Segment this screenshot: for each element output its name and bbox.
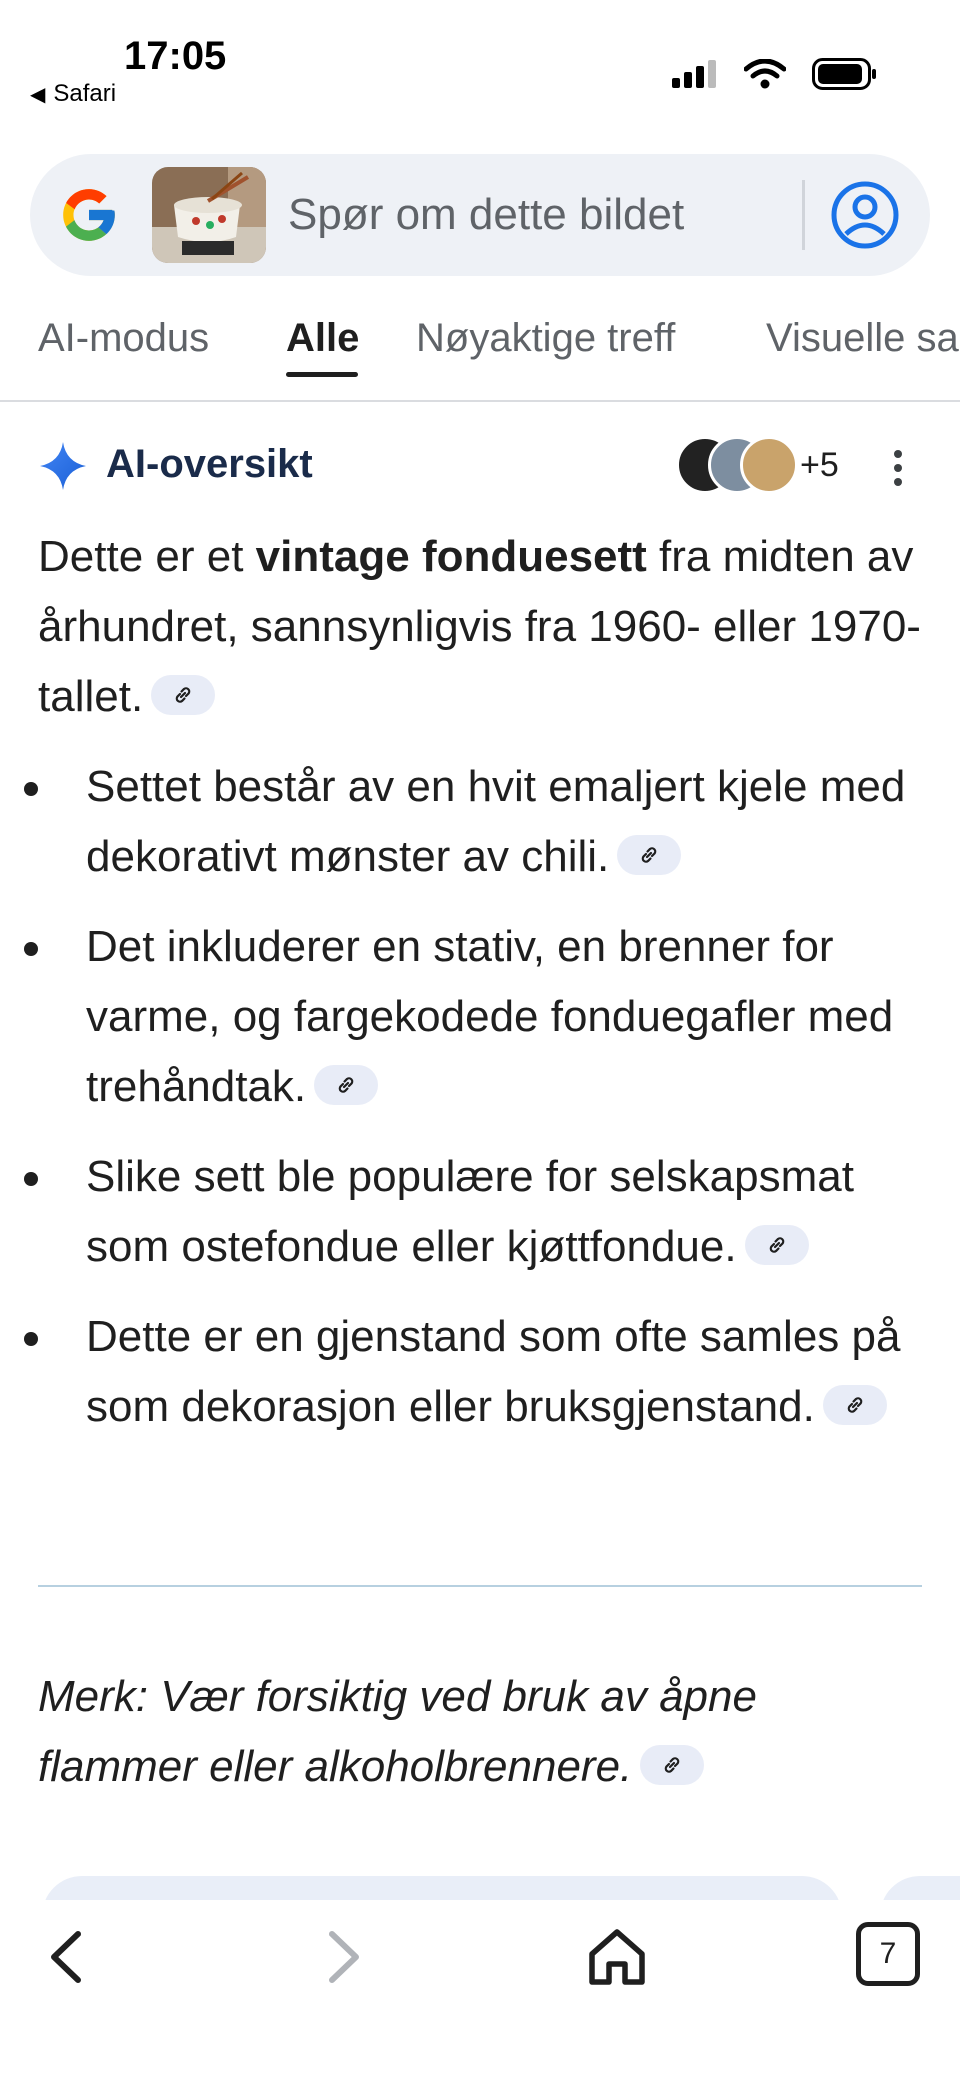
list-item — [38, 1302, 928, 1442]
ai-overview-title: AI-oversikt — [106, 442, 313, 486]
back-triangle-icon: ◀ — [30, 83, 46, 106]
bullet-text: Settet består av en hvit emaljert kjele med dekorativt mønster av chili. — [86, 762, 906, 881]
note-paragraph — [38, 1662, 928, 1802]
search-bar[interactable] — [30, 154, 930, 276]
ai-overview-content — [38, 522, 928, 1462]
bullet-list — [38, 752, 928, 1442]
intro-bold: vintage fonduesett — [255, 532, 647, 581]
intro-text-after: fra midten av århundret, sannsynligvis fra 1960- eller 1970-tallet. — [38, 532, 921, 721]
source-link-chip[interactable] — [151, 675, 215, 715]
intro-text-before: Dette er et — [38, 532, 256, 581]
source-link-chip[interactable] — [823, 1385, 887, 1425]
search-divider — [802, 180, 805, 250]
link-icon — [334, 1073, 358, 1097]
list-item — [38, 1142, 928, 1282]
wifi-icon — [744, 59, 786, 89]
cellular-signal-icon — [672, 60, 718, 88]
intro-paragraph — [38, 522, 928, 732]
tab-count: 7 — [879, 1937, 897, 1970]
bullet-dot — [24, 1172, 38, 1186]
chevron-right-icon[interactable] — [306, 1922, 376, 1992]
link-icon — [637, 843, 661, 867]
link-icon — [843, 1393, 867, 1417]
search-tabs — [0, 310, 960, 402]
ai-overview-header — [38, 436, 928, 496]
link-icon — [171, 683, 195, 707]
ai-sparkle-icon — [38, 440, 88, 492]
tab-ai-mode[interactable]: AI-modus — [38, 316, 210, 360]
battery-icon — [812, 58, 878, 90]
more-vert-icon[interactable] — [888, 448, 908, 488]
chevron-left-icon[interactable] — [34, 1922, 104, 1992]
source-link-chip[interactable] — [745, 1225, 809, 1265]
source-avatar — [740, 436, 798, 494]
note-text: Merk: Vær forsiktig ved bruk av åpne flammer eller alkoholbrennere. — [38, 1672, 757, 1791]
source-link-chip[interactable] — [617, 835, 681, 875]
source-avatars[interactable] — [676, 436, 796, 492]
bullet-dot — [24, 1332, 38, 1346]
status-icons — [672, 58, 878, 90]
list-item — [38, 912, 928, 1122]
tab-exact-matches[interactable]: Nøyaktige treff — [416, 316, 676, 360]
bullet-dot — [24, 782, 38, 796]
back-to-app-button[interactable] — [30, 80, 116, 108]
home-icon[interactable] — [582, 1922, 652, 1992]
tab-visual-matches[interactable]: Visuelle sa — [766, 316, 959, 360]
section-divider — [38, 1585, 922, 1587]
bullet-text: Slike sett ble populære for selskapsmat som ostefondue eller kjøttfondue. — [86, 1152, 854, 1271]
source-count[interactable]: +5 — [800, 446, 839, 484]
active-tab-indicator — [286, 372, 358, 377]
bullet-text: Det inkluderer en stativ, en brenner for varme, og fargekodede fonduegafler med trehåndtak. — [86, 922, 894, 1111]
tabs-button[interactable] — [856, 1922, 920, 1986]
bullet-dot — [24, 942, 38, 956]
source-link-chip[interactable] — [640, 1745, 704, 1785]
bullet-text: Dette er en gjenstand som ofte samles på som dekorasjon eller bruksgjenstand. — [86, 1312, 901, 1431]
source-link-chip[interactable] — [314, 1065, 378, 1105]
browser-toolbar — [0, 1900, 960, 2087]
status-time: 17:05 — [124, 34, 227, 78]
account-circle-icon[interactable] — [830, 180, 900, 250]
link-icon — [765, 1233, 789, 1257]
list-item — [38, 752, 928, 892]
tab-all[interactable]: Alle — [286, 316, 360, 360]
query-image-thumbnail[interactable] — [152, 167, 266, 263]
search-input[interactable]: Spør om dette bildet — [288, 190, 685, 239]
link-icon — [660, 1753, 684, 1777]
back-app-label: Safari — [53, 80, 117, 107]
google-logo-icon[interactable] — [58, 183, 120, 247]
